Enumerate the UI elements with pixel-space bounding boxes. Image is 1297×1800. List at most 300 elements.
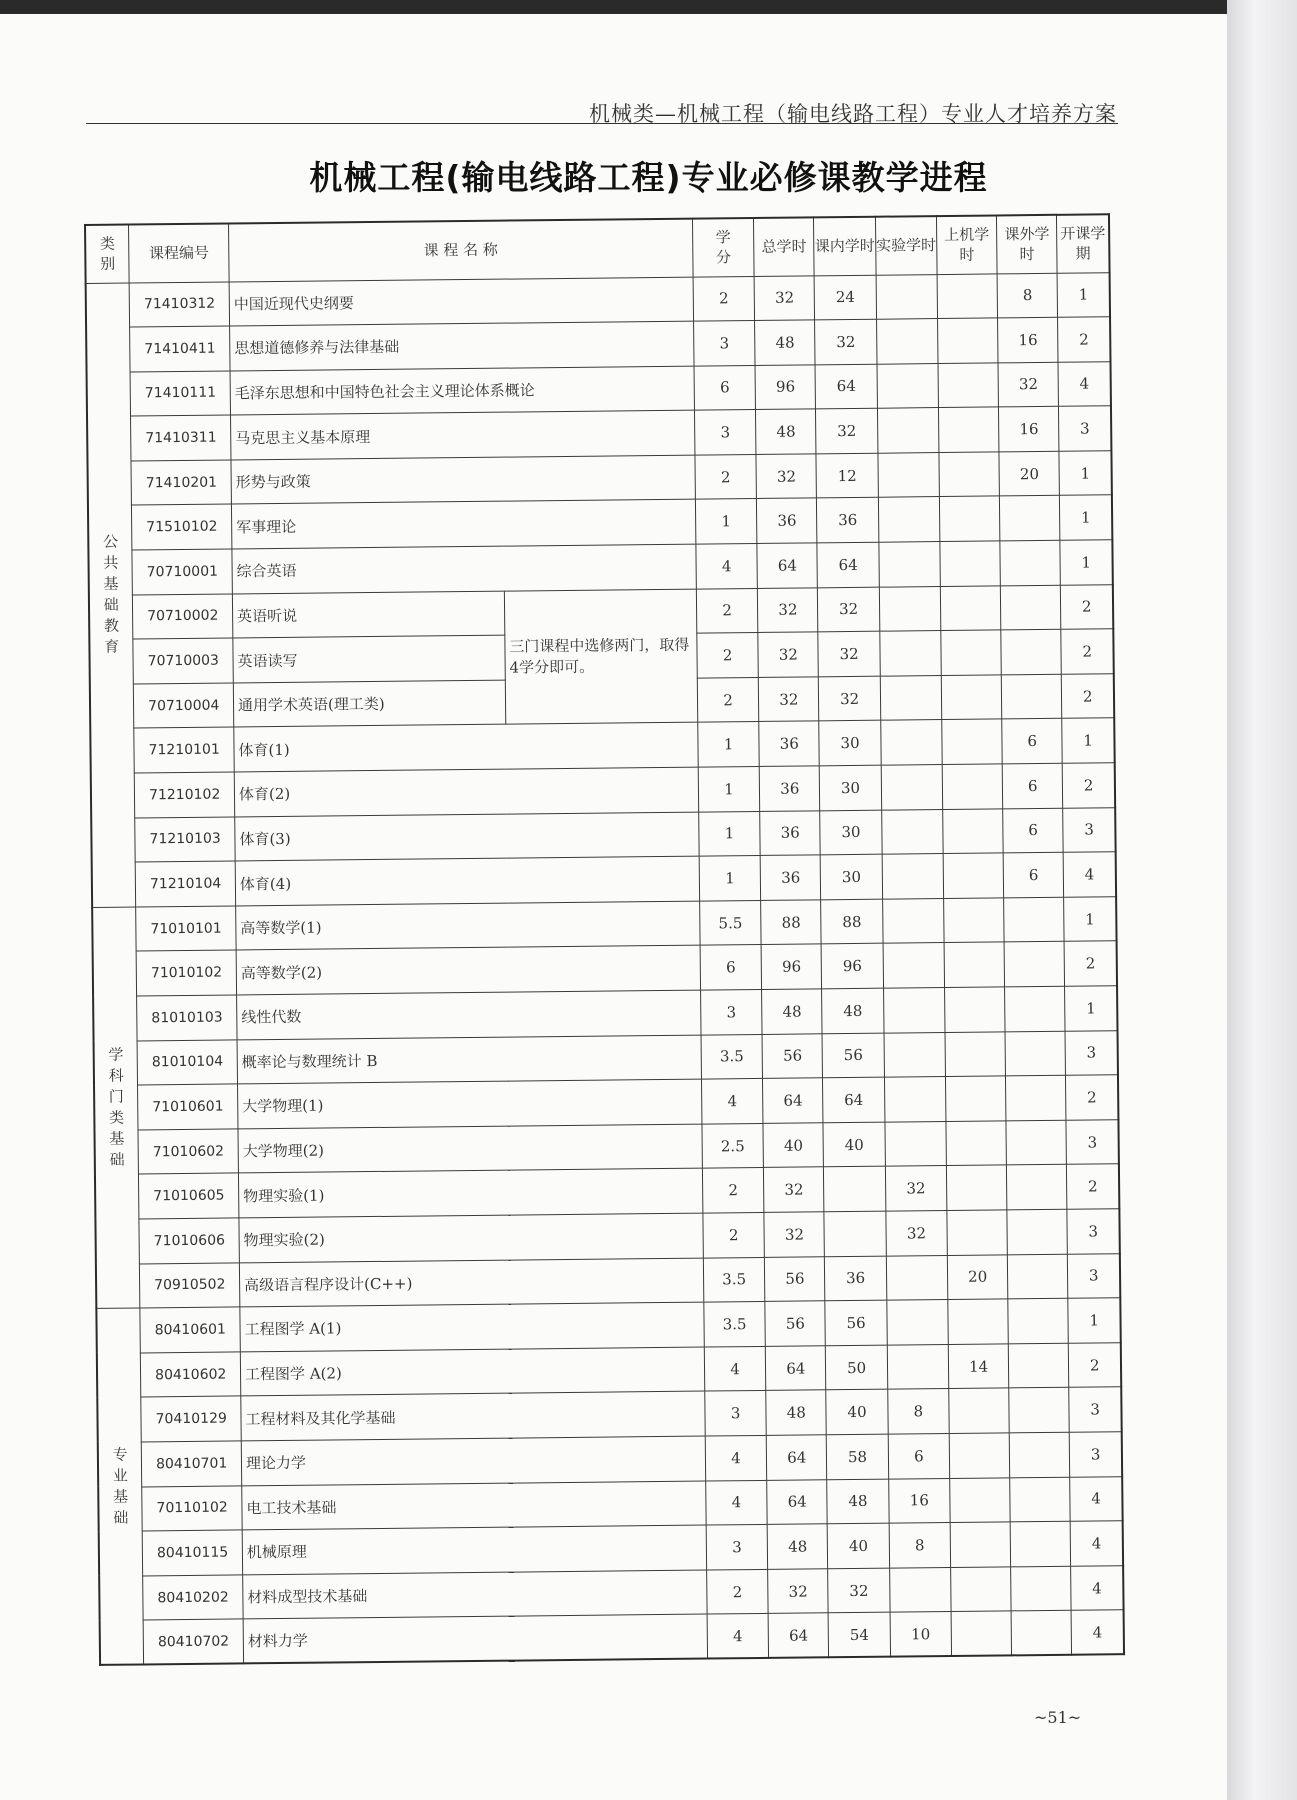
extra-hours: 6 [1002,719,1063,764]
computer-hours [938,407,999,452]
course-code: 71010101 [136,906,236,952]
course-name: 工程材料及其化学基础 [241,1391,705,1440]
table-body [86,272,1124,1665]
in-class-hours: 32 [818,587,880,632]
extra-hours [1008,1298,1069,1343]
course-code: 71410111 [131,371,231,417]
lab-hours [876,319,938,364]
computer-hours [938,363,999,408]
credits: 3 [705,1391,767,1436]
semester: 1 [1060,495,1113,540]
credits: 4 [696,544,758,589]
credits: 2.5 [702,1123,764,1168]
in-class-hours: 48 [822,988,884,1033]
course-code: 81010103 [137,995,237,1041]
lab-hours [878,497,940,542]
extra-hours [1009,1388,1070,1433]
semester: 2 [1064,941,1117,986]
credits: 2 [697,633,759,678]
in-class-hours: 40 [828,1523,890,1568]
computer-hours [940,586,1001,631]
in-class-hours: 64 [823,1077,885,1122]
header-computer-hours: 上机学时 [936,215,997,274]
semester: 4 [1070,1476,1123,1521]
computer-hours [937,273,998,318]
extra-hours: 16 [999,407,1060,452]
total-hours: 40 [763,1123,824,1168]
computer-hours [939,496,1000,541]
course-name: 电工技术基础 [242,1481,706,1530]
extra-hours [1005,1031,1066,1076]
computer-hours: 20 [947,1254,1008,1299]
semester: 4 [1063,852,1116,897]
total-hours: 36 [757,498,818,543]
course-code: 70710002 [133,594,233,640]
total-hours: 64 [767,1479,828,1524]
total-hours: 32 [758,587,819,632]
computer-hours [950,1522,1011,1567]
credits: 2 [693,276,755,321]
in-class-hours: 32 [828,1568,890,1613]
scan-border-right [1227,0,1297,1800]
lab-hours [883,943,945,988]
total-hours: 32 [754,275,815,320]
semester: 3 [1063,807,1116,852]
lab-hours: 6 [888,1433,950,1478]
in-class-hours: 56 [822,1033,884,1078]
course-code: 70710003 [133,638,233,684]
course-name: 材料成型技术基础 [243,1570,707,1619]
lab-hours [881,809,943,854]
credits: 4 [705,1435,767,1480]
credits: 4 [707,1614,769,1659]
running-head: 机械类—机械工程（输电线路工程）专业人才培养方案 [589,102,1117,126]
course-code: 70110102 [142,1485,242,1531]
credits: 5.5 [700,900,762,945]
course-code: 80410701 [142,1441,242,1487]
credits: 3 [706,1525,768,1570]
semester: 1 [1062,718,1115,763]
lab-hours [889,1567,951,1612]
page-number: ~51~ [1034,1708,1082,1727]
extra-hours [1010,1477,1071,1522]
header-extra-hours: 课外学时 [997,215,1058,274]
lab-hours: 32 [886,1210,948,1255]
in-class-hours: 30 [820,810,882,855]
course-code: 71210101 [134,727,234,773]
total-hours: 64 [766,1346,827,1391]
extra-hours [1004,897,1065,942]
course-code: 81010104 [138,1040,238,1086]
in-class-hours: 40 [823,1122,885,1167]
computer-hours [938,318,999,363]
in-class-hours [824,1167,886,1212]
computer-hours [947,1210,1008,1255]
in-class-hours: 30 [821,854,883,899]
semester: 4 [1070,1521,1123,1566]
computer-hours [942,764,1003,809]
computer-hours [949,1388,1010,1433]
header-semester: 开课学期 [1057,214,1110,273]
total-hours: 32 [768,1569,829,1614]
credits: 1 [695,499,757,544]
extra-hours [1004,942,1065,987]
total-hours: 96 [761,944,822,989]
header-category: 类别 [85,225,130,283]
lab-hours [884,1077,946,1122]
credits: 1 [698,722,760,767]
total-hours: 48 [755,320,816,365]
course-code: 71410201 [131,460,231,506]
semester: 2 [1066,1075,1119,1120]
credits: 1 [699,811,761,856]
credits: 2 [696,588,758,633]
table-row [100,1610,1124,1665]
category-label: 公共基础教育 [102,532,120,656]
lab-hours: 8 [887,1389,949,1434]
lab-hours [886,1255,948,1300]
in-class-hours: 58 [827,1434,889,1479]
lab-hours [880,675,942,720]
computer-hours [949,1433,1010,1478]
course-table [84,213,1125,1666]
total-hours: 36 [760,855,821,900]
in-class-hours [824,1211,886,1256]
in-class-hours: 64 [817,542,879,587]
extra-hours [1001,585,1062,630]
course-code: 71210102 [135,772,235,818]
in-class-hours: 32 [819,676,881,721]
extra-hours [1011,1611,1072,1656]
credits: 4 [704,1346,766,1391]
course-name: 大学物理(1) [237,1079,701,1128]
computer-hours [945,1076,1006,1121]
category-label: 专业基础 [112,1445,129,1527]
extra-hours: 16 [998,317,1059,362]
course-code: 71410311 [131,415,231,461]
in-class-hours: 32 [818,631,880,676]
in-class-hours: 32 [815,319,877,364]
computer-hours [951,1567,1012,1612]
in-class-hours: 50 [826,1345,888,1390]
course-name: 中国近现代史纲要 [229,277,693,326]
course-name: 工程图学 A(2) [240,1347,704,1396]
course-name: 高等数学(2) [236,945,700,994]
credits: 4 [706,1480,768,1525]
course-code: 80410602 [141,1352,241,1398]
lab-hours: 32 [885,1166,947,1211]
header-lab-hours: 实验学时 [875,216,937,275]
computer-hours [945,1031,1006,1076]
total-hours: 48 [762,989,823,1034]
total-hours: 56 [765,1301,826,1346]
course-code: 71410312 [130,281,230,327]
lab-hours [882,898,944,943]
semester: 2 [1063,763,1116,808]
course-name: 理论力学 [241,1436,705,1485]
lab-hours: 10 [890,1612,952,1657]
lab-hours [880,720,942,765]
total-hours: 64 [768,1613,829,1658]
total-hours: 88 [761,900,822,945]
course-code: 70710001 [132,549,232,595]
course-name: 思想道德修养与法律基础 [230,321,694,370]
course-name: 军事理论 [231,500,695,549]
total-hours: 36 [760,810,821,855]
total-hours: 32 [764,1212,825,1257]
credits: 3.5 [701,1034,763,1079]
extra-hours [1006,1120,1067,1165]
in-class-hours: 48 [827,1479,889,1524]
semester: 2 [1061,629,1114,674]
credits: 1 [699,856,761,901]
extra-hours [1007,1209,1068,1254]
category-cell [92,907,140,1309]
total-hours: 48 [766,1390,827,1435]
total-hours: 36 [759,721,820,766]
course-code: 71510102 [132,504,232,550]
credits: 3 [693,321,755,366]
semester: 2 [1062,674,1115,719]
credits: 2 [695,454,757,499]
course-name: 体育(1) [234,723,698,772]
credits: 3 [700,989,762,1034]
semester: 4 [1058,361,1111,406]
course-name: 工程图学 A(1) [240,1302,704,1351]
extra-hours [1000,540,1061,585]
course-name: 概率论与数理统计 B [237,1035,701,1084]
lab-hours [883,988,945,1033]
course-name: 体育(4) [235,856,699,905]
lab-hours [882,854,944,899]
extra-hours: 6 [1003,852,1064,897]
semester: 3 [1070,1432,1123,1477]
semester: 2 [1067,1164,1120,1209]
computer-hours [946,1121,1007,1166]
computer-hours [944,898,1005,943]
course-code: 71010601 [138,1084,238,1130]
computer-hours [943,853,1004,898]
extra-hours [1008,1343,1069,1388]
semester: 3 [1059,406,1112,451]
credits: 1 [698,766,760,811]
credits: 2 [697,677,759,722]
lab-hours [887,1300,949,1345]
credits: 6 [694,365,756,410]
extra-hours [1007,1165,1068,1210]
in-class-hours: 36 [825,1256,887,1301]
lab-hours [880,631,942,676]
in-class-hours: 36 [817,498,879,543]
semester: 4 [1071,1565,1124,1610]
header-rule [86,123,1118,124]
credits: 3.5 [703,1257,765,1302]
course-code: 71410411 [130,326,230,372]
page-title: 机械工程(输电线路工程)专业必修课教学进程 [309,158,988,197]
computer-hours [941,630,1002,675]
in-class-hours: 88 [821,899,883,944]
credits: 3.5 [704,1302,766,1347]
course-code: 71210104 [136,861,236,907]
credits: 6 [700,945,762,990]
semester: 1 [1068,1298,1121,1343]
semester: 3 [1069,1387,1122,1432]
total-hours: 32 [758,632,819,677]
computer-hours [945,987,1006,1032]
course-code: 80410202 [143,1575,243,1621]
extra-hours [1006,1075,1067,1120]
semester: 3 [1065,1030,1118,1075]
course-code: 70910502 [140,1262,240,1308]
lab-hours [879,542,941,587]
lab-hours: 8 [889,1523,951,1568]
total-hours: 32 [764,1167,825,1212]
header-in-class-hours: 课内学时 [814,217,876,276]
elective-note: 三门课程中选修两门，取得4学分即可。 [504,589,697,725]
extra-hours [1010,1521,1071,1566]
course-name: 形势与政策 [231,455,695,504]
credits: 2 [703,1212,765,1257]
lab-hours [876,274,938,319]
extra-hours: 20 [999,451,1060,496]
in-class-hours: 96 [821,944,883,989]
semester: 3 [1067,1209,1120,1254]
category-cell [96,1308,144,1665]
course-code: 80410115 [143,1530,243,1576]
in-class-hours: 30 [819,721,881,766]
semester: 3 [1068,1253,1121,1298]
course-code: 71010606 [139,1218,239,1264]
computer-hours: 14 [948,1344,1009,1389]
credits: 2 [702,1168,764,1213]
category-label: 学科门类基础 [108,1045,125,1169]
extra-hours [1009,1432,1070,1477]
total-hours: 36 [759,766,820,811]
lab-hours: 16 [888,1478,950,1523]
header-name: 课 程 名 称 [228,219,693,282]
table-header-row [85,214,1110,283]
total-hours: 64 [763,1078,824,1123]
extra-hours [1001,674,1062,719]
semester: 2 [1058,317,1111,362]
total-hours: 32 [759,677,820,722]
in-class-hours: 24 [814,275,876,320]
course-name: 马克思主义基本原理 [230,410,694,459]
header-credits: 学分 [692,218,754,277]
in-class-hours: 32 [816,408,878,453]
semester: 2 [1069,1342,1122,1387]
computer-hours [950,1477,1011,1522]
credits: 2 [707,1569,769,1614]
course-code: 80410702 [144,1619,244,1665]
total-hours: 64 [757,543,818,588]
course-code: 70710004 [134,683,234,729]
extra-hours: 8 [997,273,1058,318]
extra-hours [1005,986,1066,1031]
computer-hours [948,1299,1009,1344]
course-code: 70410129 [141,1396,241,1442]
semester: 1 [1059,451,1112,496]
extra-hours [1001,630,1062,675]
header-code: 课程编号 [129,223,229,282]
total-hours: 64 [766,1435,827,1480]
course-name: 高等数学(1) [236,901,700,950]
category-cell [86,283,136,908]
computer-hours [940,541,1001,586]
lab-hours [878,452,940,497]
computer-hours [943,809,1004,854]
course-name: 毛泽东思想和中国特色社会主义理论体系概论 [230,366,694,415]
course-code: 71010605 [139,1173,239,1219]
course-name: 物理实验(2) [239,1213,703,1262]
semester: 4 [1071,1610,1124,1655]
total-hours: 32 [756,454,817,499]
computer-hours [944,942,1005,987]
semester: 3 [1066,1119,1119,1164]
course-name: 物理实验(1) [238,1168,702,1217]
course-name: 通用学术英语(理工类) [233,680,505,727]
course-code: 80410601 [140,1307,240,1353]
course-name: 英语读写 [233,635,505,682]
computer-hours [946,1165,1007,1210]
total-hours: 96 [755,365,816,410]
credits: 4 [701,1079,763,1124]
semester: 1 [1064,897,1117,942]
extra-hours: 32 [998,362,1059,407]
course-name: 材料力学 [243,1614,707,1663]
course-name: 体育(2) [234,767,698,816]
computer-hours [941,675,1002,720]
course-name: 体育(3) [235,812,699,861]
course-name: 综合英语 [232,544,696,593]
total-hours: 56 [762,1033,823,1078]
extra-hours: 6 [1002,763,1063,808]
total-hours: 56 [765,1256,826,1301]
lab-hours [881,765,943,810]
lab-hours [887,1344,949,1389]
lab-hours [879,586,941,631]
in-class-hours: 64 [815,364,877,409]
lab-hours [877,408,939,453]
computer-hours [951,1611,1012,1656]
in-class-hours: 54 [828,1612,890,1657]
extra-hours [1011,1566,1072,1611]
in-class-hours: 30 [820,765,882,810]
header-total-hours: 总学时 [754,217,815,276]
total-hours: 48 [767,1524,828,1569]
computer-hours [939,452,1000,497]
course-code: 71010102 [137,950,237,996]
extra-hours [1008,1254,1069,1299]
extra-hours: 6 [1003,808,1064,853]
semester: 2 [1061,584,1114,629]
course-name: 大学物理(2) [238,1124,702,1173]
course-code: 71010602 [138,1129,238,1175]
semester: 1 [1057,272,1110,317]
computer-hours [942,719,1003,764]
semester: 1 [1065,986,1118,1031]
extra-hours [1000,496,1061,541]
credits: 3 [694,410,756,455]
semester: 1 [1060,540,1113,585]
lab-hours [885,1121,947,1166]
course-name: 英语听说 [232,591,504,638]
in-class-hours: 56 [825,1300,887,1345]
course-name: 高级语言程序设计(C++) [239,1258,703,1307]
scan-border-top [0,0,1297,14]
total-hours: 48 [756,409,817,454]
lab-hours [884,1032,946,1077]
